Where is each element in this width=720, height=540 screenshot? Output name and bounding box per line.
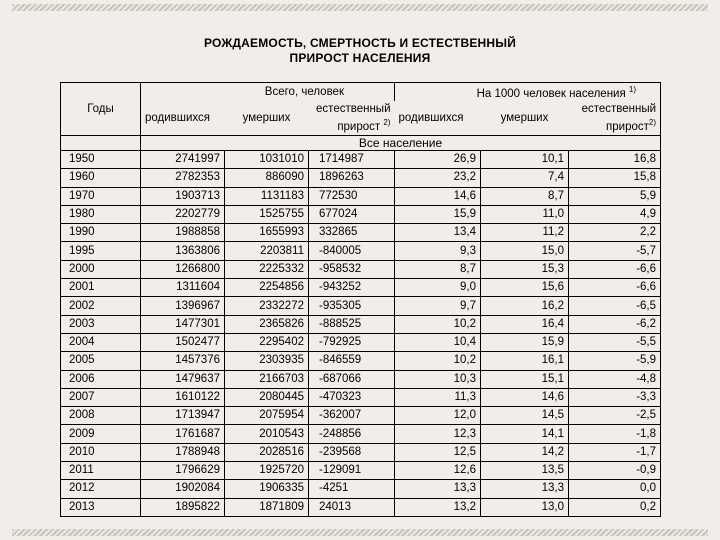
born-cell: 1477301 <box>141 315 225 333</box>
born-cell: 1988858 <box>141 224 225 242</box>
born-rate-cell: 13,3 <box>395 480 481 498</box>
year-cell: 2008 <box>61 407 141 425</box>
died-rate-cell: 15,0 <box>481 242 569 260</box>
year-cell: 2011 <box>61 462 141 480</box>
growth-cell: 1714987 <box>309 151 395 169</box>
died-cell: 1131183 <box>225 187 309 205</box>
growth-rate-cell: 16,8 <box>569 151 661 169</box>
year-cell: 2013 <box>61 498 141 516</box>
year-cell: 2000 <box>61 260 141 278</box>
born-rate-cell: 11,3 <box>395 388 481 406</box>
year-cell: 2004 <box>61 333 141 351</box>
born-cell: 1895822 <box>141 498 225 516</box>
growth-cell: -935305 <box>309 297 395 315</box>
died-cell: 1525755 <box>225 205 309 223</box>
born-cell: 1479637 <box>141 370 225 388</box>
died-cell: 1031010 <box>225 151 309 169</box>
born-rate-cell: 10,4 <box>395 333 481 351</box>
year-cell: 2010 <box>61 443 141 461</box>
born-rate-cell: 23,2 <box>395 169 481 187</box>
growth-rate-header-label: естественный прирост <box>581 103 657 133</box>
growth-rate-cell: -5,7 <box>569 242 661 260</box>
died-rate-cell: 8,7 <box>481 187 569 205</box>
per1000-group-label: На 1000 человек населения <box>476 87 626 100</box>
growth-footnote: 2) <box>383 118 391 128</box>
growth-cell: -888525 <box>309 315 395 333</box>
died-rate-cell: 16,4 <box>481 315 569 333</box>
table-row <box>61 297 661 315</box>
year-cell: 2006 <box>61 370 141 388</box>
growth-cell: -470323 <box>309 388 395 406</box>
growth-rate-cell: -6,6 <box>569 279 661 297</box>
per1000-footnote: 1) <box>628 84 637 94</box>
growth-rate-cell: -6,5 <box>569 297 661 315</box>
died-cell: 1906335 <box>225 480 309 498</box>
died-rate-cell: 14,1 <box>481 425 569 443</box>
table-row <box>61 480 661 498</box>
growth-cell: 332865 <box>309 224 395 242</box>
born-cell: 1903713 <box>141 187 225 205</box>
born-rate-cell: 13,4 <box>395 224 481 242</box>
died-cell: 2332272 <box>225 297 309 315</box>
died-cell: 2295402 <box>225 333 309 351</box>
died-cell: 1925720 <box>225 462 309 480</box>
growth-cell: 772530 <box>309 187 395 205</box>
died-cell: 2028516 <box>225 443 309 461</box>
died-rate-cell: 10,1 <box>481 151 569 169</box>
year-cell: 1970 <box>61 187 141 205</box>
growth-cell: -792925 <box>309 333 395 351</box>
growth-rate-header <box>569 101 661 136</box>
table-row <box>61 242 661 260</box>
died-rate-cell: 15,3 <box>481 260 569 278</box>
table-row <box>61 443 661 461</box>
year-cell: 1960 <box>61 169 141 187</box>
growth-rate-cell: 15,8 <box>569 169 661 187</box>
born-cell: 1311604 <box>141 279 225 297</box>
growth-rate-cell: 0,0 <box>569 480 661 498</box>
died-cell: 2225332 <box>225 260 309 278</box>
growth-rate-cell: -1,7 <box>569 443 661 461</box>
table-row <box>61 205 661 223</box>
year-cell: 1950 <box>61 151 141 169</box>
born-rate-cell: 15,9 <box>395 205 481 223</box>
died-cell: 2203811 <box>225 242 309 260</box>
table-row <box>61 462 661 480</box>
born-rate-cell: 9,7 <box>395 297 481 315</box>
born-cell: 1457376 <box>141 352 225 370</box>
born-rate-cell: 13,2 <box>395 498 481 516</box>
died-rate-cell: 15,9 <box>481 333 569 351</box>
born-rate-cell: 10,3 <box>395 370 481 388</box>
section-left-cell <box>61 136 141 151</box>
born-cell: 1610122 <box>141 388 225 406</box>
growth-rate-cell: 0,2 <box>569 498 661 516</box>
growth-cell: -239568 <box>309 443 395 461</box>
born-rate-cell: 12,0 <box>395 407 481 425</box>
died-rate-cell: 11,2 <box>481 224 569 242</box>
born-cell: 2741997 <box>141 151 225 169</box>
table-row <box>61 169 661 187</box>
table-row <box>61 425 661 443</box>
growth-rate-cell: -6,6 <box>569 260 661 278</box>
born-cell: 1502477 <box>141 333 225 351</box>
year-cell: 1980 <box>61 205 141 223</box>
died-rate-cell: 13,5 <box>481 462 569 480</box>
born-rate-cell: 12,6 <box>395 462 481 480</box>
died-rate-cell: 13,3 <box>481 480 569 498</box>
table-row <box>61 388 661 406</box>
table-row <box>61 333 661 351</box>
born-header: родившихся <box>141 101 225 136</box>
died-cell: 886090 <box>225 169 309 187</box>
table-body <box>61 151 661 517</box>
died-rate-cell: 14,6 <box>481 388 569 406</box>
died-rate-cell: 15,1 <box>481 370 569 388</box>
years-header: Годы <box>61 83 141 136</box>
demographics-table <box>60 82 661 517</box>
year-cell: 1995 <box>61 242 141 260</box>
title-line-1: РОЖДАЕМОСТЬ, СМЕРТНОСТЬ И ЕСТЕСТВЕННЫЙ <box>203 36 517 50</box>
born-rate-header: родившихся <box>395 101 481 136</box>
died-cell: 2166703 <box>225 370 309 388</box>
growth-cell: -362007 <box>309 407 395 425</box>
growth-cell: 24013 <box>309 498 395 516</box>
growth-header-label: естественный прирост <box>316 103 391 133</box>
born-cell: 1266800 <box>141 260 225 278</box>
born-cell: 1902084 <box>141 480 225 498</box>
table-row <box>61 315 661 333</box>
died-cell: 2303935 <box>225 352 309 370</box>
year-cell: 2005 <box>61 352 141 370</box>
died-rate-cell: 14,2 <box>481 443 569 461</box>
born-rate-cell: 10,2 <box>395 315 481 333</box>
table-row <box>61 187 661 205</box>
table-row <box>61 224 661 242</box>
growth-rate-cell: 5,9 <box>569 187 661 205</box>
section-header: Все население <box>141 136 661 151</box>
born-cell: 1788948 <box>141 443 225 461</box>
growth-rate-cell: 2,2 <box>569 224 661 242</box>
growth-rate-cell: -4,8 <box>569 370 661 388</box>
died-rate-cell: 13,0 <box>481 498 569 516</box>
born-cell: 2782353 <box>141 169 225 187</box>
growth-cell: -129091 <box>309 462 395 480</box>
died-cell: 1655993 <box>225 224 309 242</box>
growth-cell: -958532 <box>309 260 395 278</box>
born-rate-cell: 12,3 <box>395 425 481 443</box>
died-rate-cell: 15,6 <box>481 279 569 297</box>
born-cell: 1396967 <box>141 297 225 315</box>
page-title <box>0 36 720 66</box>
born-cell: 2202779 <box>141 205 225 223</box>
year-cell: 1990 <box>61 224 141 242</box>
died-rate-cell: 16,2 <box>481 297 569 315</box>
growth-cell: -943252 <box>309 279 395 297</box>
table-row <box>61 260 661 278</box>
died-cell: 2075954 <box>225 407 309 425</box>
growth-rate-cell: -3,3 <box>569 388 661 406</box>
growth-rate-cell: -0,9 <box>569 462 661 480</box>
born-rate-cell: 8,7 <box>395 260 481 278</box>
growth-rate-cell: -5,5 <box>569 333 661 351</box>
born-rate-cell: 10,2 <box>395 352 481 370</box>
born-rate-cell: 12,5 <box>395 443 481 461</box>
born-rate-cell: 26,9 <box>395 151 481 169</box>
year-cell: 2012 <box>61 480 141 498</box>
growth-rate-cell: -2,5 <box>569 407 661 425</box>
died-cell: 2365826 <box>225 315 309 333</box>
table-row <box>61 151 661 169</box>
year-cell: 2003 <box>61 315 141 333</box>
title-line-2: ПРИРОСТ НАСЕЛЕНИЯ <box>289 51 431 65</box>
decorative-border-bottom <box>12 529 708 536</box>
born-cell: 1363806 <box>141 242 225 260</box>
born-rate-cell: 14,6 <box>395 187 481 205</box>
died-rate-cell: 16,1 <box>481 352 569 370</box>
year-cell: 2007 <box>61 388 141 406</box>
died-cell: 1871809 <box>225 498 309 516</box>
died-cell: 2080445 <box>225 388 309 406</box>
decorative-border-top <box>12 4 708 11</box>
died-rate-cell: 11,0 <box>481 205 569 223</box>
died-rate-cell: 7,4 <box>481 169 569 187</box>
born-cell: 1796629 <box>141 462 225 480</box>
died-rate-cell: 14,5 <box>481 407 569 425</box>
total-group-header: Всего, человек <box>141 83 395 102</box>
growth-cell: -4251 <box>309 480 395 498</box>
year-cell: 2002 <box>61 297 141 315</box>
year-cell: 2001 <box>61 279 141 297</box>
growth-rate-footnote: 2) <box>648 118 657 128</box>
died-cell: 2254856 <box>225 279 309 297</box>
growth-header <box>309 101 395 136</box>
table-row <box>61 407 661 425</box>
born-rate-cell: 9,0 <box>395 279 481 297</box>
growth-cell: -248856 <box>309 425 395 443</box>
died-header: умерших <box>225 101 309 136</box>
growth-rate-cell: -1,8 <box>569 425 661 443</box>
died-rate-header: умерших <box>481 101 569 136</box>
per1000-group-header <box>395 83 661 102</box>
table-row <box>61 279 661 297</box>
died-cell: 2010543 <box>225 425 309 443</box>
growth-cell: 1896263 <box>309 169 395 187</box>
growth-rate-cell: 4,9 <box>569 205 661 223</box>
growth-cell: 677024 <box>309 205 395 223</box>
year-cell: 2009 <box>61 425 141 443</box>
growth-cell: -840005 <box>309 242 395 260</box>
born-rate-cell: 9,3 <box>395 242 481 260</box>
growth-cell: -687066 <box>309 370 395 388</box>
born-cell: 1761687 <box>141 425 225 443</box>
table-row <box>61 352 661 370</box>
growth-rate-cell: -5,9 <box>569 352 661 370</box>
table-row <box>61 498 661 516</box>
growth-rate-cell: -6,2 <box>569 315 661 333</box>
growth-cell: -846559 <box>309 352 395 370</box>
born-cell: 1713947 <box>141 407 225 425</box>
table-row <box>61 370 661 388</box>
